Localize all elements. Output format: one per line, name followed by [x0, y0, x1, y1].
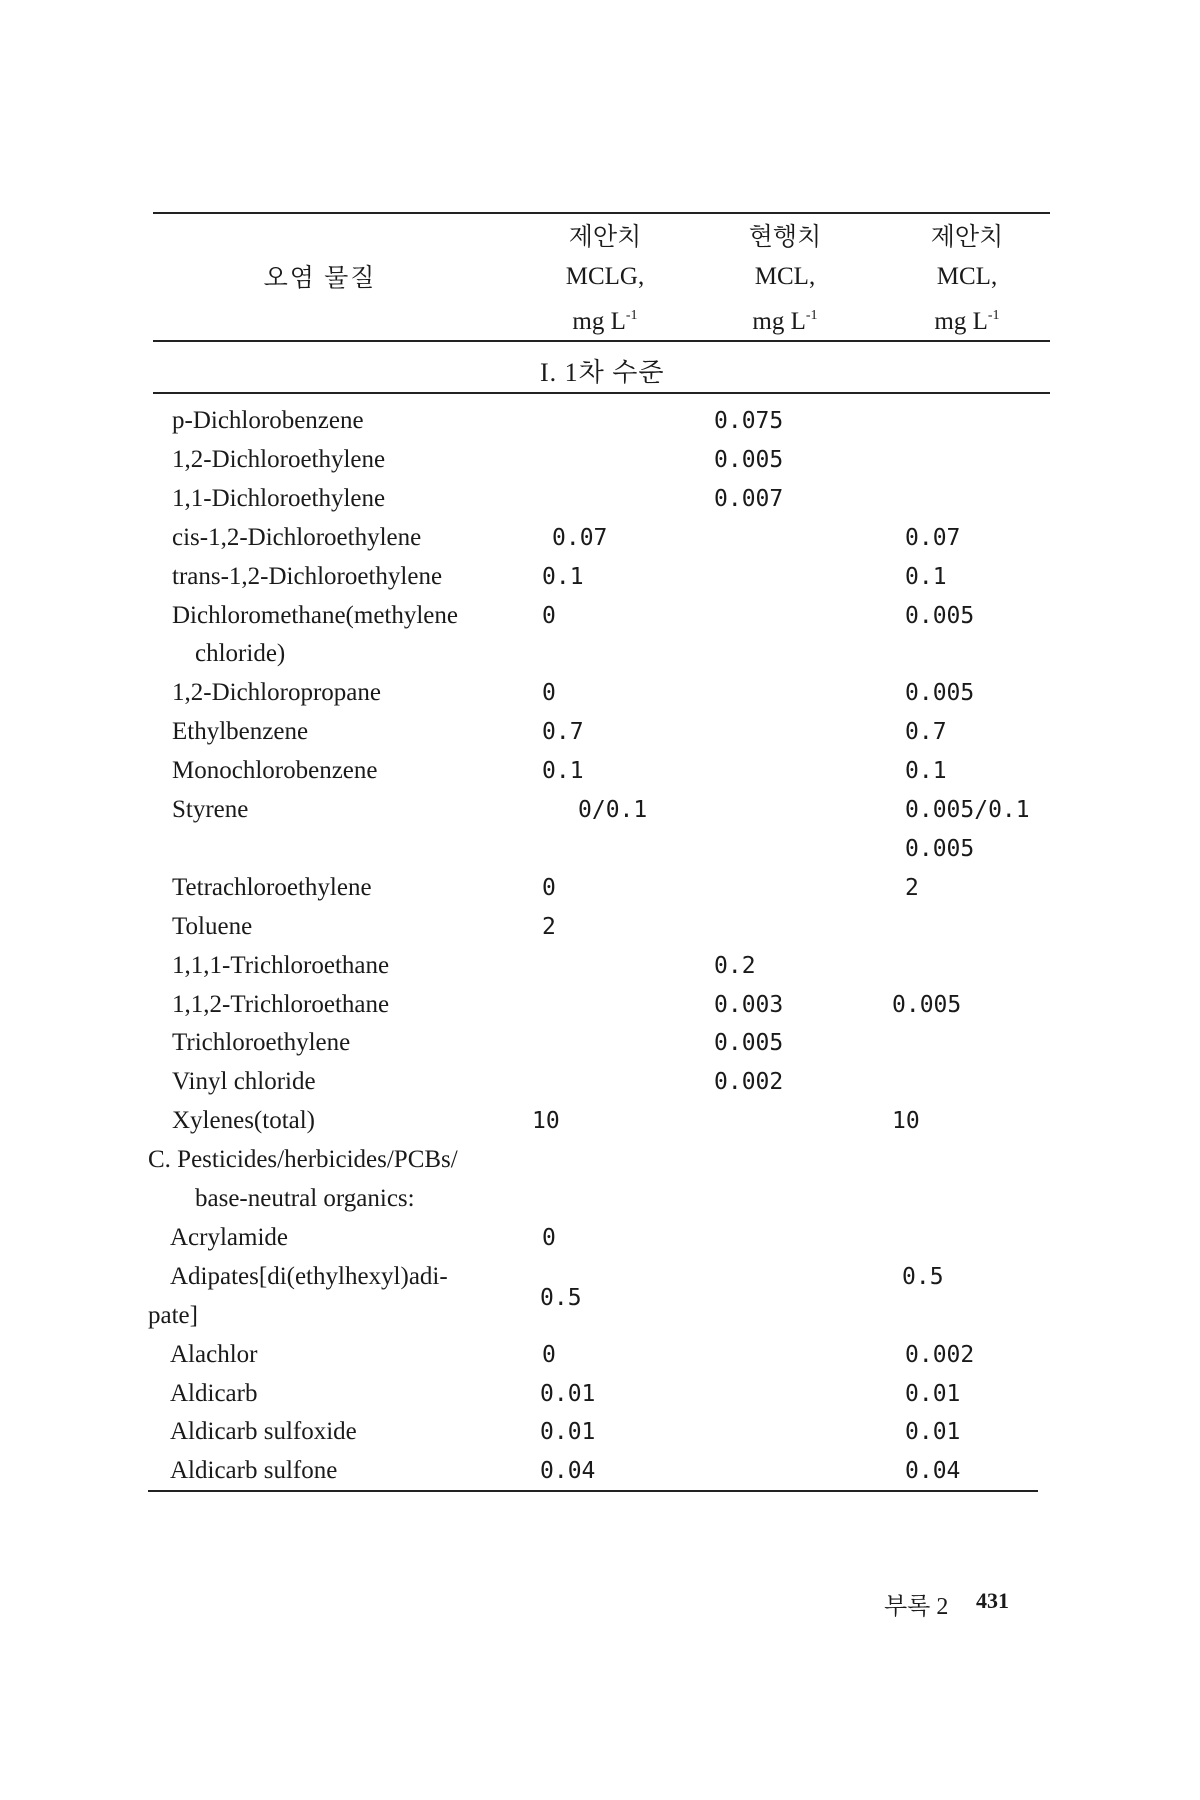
- mclg-proposed-value: 0.01: [540, 1380, 596, 1407]
- contaminant-name: C. Pesticides/herbicides/PCBs/: [148, 1146, 458, 1174]
- mcl-proposed-value: 2: [905, 874, 919, 901]
- mclg-proposed-value: 0: [542, 680, 556, 707]
- contaminant-name: Acrylamide: [170, 1223, 289, 1251]
- mclg-proposed-value: 0.04: [540, 1458, 596, 1485]
- contaminant-name: Toluene: [172, 912, 253, 940]
- column-header-mclg-proposed: [530, 218, 680, 341]
- contaminant-name: Alachlor: [170, 1340, 258, 1368]
- mclg-proposed-value: 2: [542, 913, 556, 940]
- contaminant-name: Monochlorobenzene: [172, 757, 378, 785]
- mclg-proposed-value: 0: [542, 874, 556, 901]
- contaminant-name: 1,1-Dichloroethylene: [172, 484, 386, 512]
- mcl-proposed-value: 0.1: [905, 563, 947, 590]
- column-header-contaminant: 오염 물질: [263, 265, 377, 292]
- mcl-proposed-value: 0.7: [905, 719, 947, 746]
- header-unit: mg $L^{-1}$: [934, 308, 1000, 335]
- header-unit: mg $L^{-1}$: [572, 308, 638, 335]
- mcl-current-value: 0.007: [714, 485, 784, 512]
- contaminant-name: Vinyl chloride: [172, 1068, 316, 1096]
- contaminant-name: p-Dichlorobenzene: [172, 407, 364, 434]
- mcl-current-value: 0.075: [714, 408, 784, 434]
- contaminant-name: 1,1,1-Trichloroethane: [172, 951, 390, 979]
- contaminant-name: Styrene: [172, 796, 249, 823]
- contaminant-name: cis-1,2-Dichloroethylene: [172, 523, 422, 551]
- mclg-proposed-value: 0/0.1: [578, 797, 648, 823]
- page-number: 431: [976, 1588, 1009, 1613]
- column-header-mcl-current: [710, 218, 860, 341]
- mcl-proposed-value: 0.005: [905, 680, 975, 707]
- header-line: MCL,: [936, 263, 998, 290]
- contaminant-name: pate]: [148, 1301, 198, 1329]
- mcl-current-value: 0.2: [714, 952, 756, 979]
- header-line: MCL,: [754, 263, 816, 290]
- mcl-proposed-value: 0.005: [892, 991, 962, 1018]
- contaminant-name: base-neutral organics:: [195, 1185, 415, 1212]
- mclg-proposed-value: 0: [542, 1341, 556, 1368]
- contaminant-name: 1,1,2-Trichloroethane: [172, 990, 390, 1018]
- mclg-proposed-value: 0.01: [540, 1419, 596, 1446]
- mcl-proposed-value: 0.005: [905, 835, 975, 862]
- mcl-proposed-value: 0.005/0.1: [905, 797, 1030, 823]
- header-line: 현행치: [748, 224, 822, 251]
- contaminant-name: Tetrachloroethylene: [172, 873, 372, 901]
- footer-label: 부록 2: [884, 1594, 949, 1620]
- header-line: MCLG,: [565, 263, 645, 290]
- mclg-proposed-value: 10: [532, 1108, 560, 1135]
- contaminant-name: Trichloroethylene: [172, 1029, 351, 1057]
- contaminant-name: 1,2-Dichloropropane: [172, 679, 381, 707]
- header-line: 제안치: [930, 224, 1004, 251]
- mcl-current-value: 0.002: [714, 1069, 784, 1096]
- mcl-current-value: 0.005: [714, 446, 784, 473]
- mcl-proposed-value: 0.5: [902, 1263, 944, 1290]
- mcl-proposed-value: 0.002: [905, 1341, 975, 1368]
- mcl-proposed-value: 10: [892, 1108, 920, 1135]
- contaminant-name: Adipates[di(ethylhexyl)adi-: [170, 1262, 448, 1290]
- header-line: 제안치: [568, 224, 642, 251]
- mclg-proposed-value: 0.5: [540, 1284, 582, 1311]
- mcl-proposed-value: 0.005: [905, 602, 975, 629]
- mclg-proposed-value: 0.7: [542, 719, 584, 746]
- contaminant-name: 1,2-Dichloroethylene: [172, 445, 386, 473]
- mclg-proposed-value: 0: [542, 1224, 556, 1251]
- mcl-proposed-value: 0.01: [905, 1419, 961, 1446]
- contaminant-name: Aldicarb sulfone: [170, 1457, 338, 1485]
- mcl-proposed-value: 0.07: [905, 524, 961, 551]
- contaminant-name: Aldicarb: [170, 1379, 258, 1407]
- mclg-proposed-value: 0.1: [542, 758, 584, 785]
- mcl-proposed-value: 0.1: [905, 758, 947, 785]
- table-top-rule: [153, 212, 1050, 214]
- contaminant-name: trans-1,2-Dichloroethylene: [172, 562, 443, 590]
- contaminant-name: Xylenes(total): [172, 1107, 316, 1135]
- column-header-mcl-proposed: [892, 218, 1042, 341]
- mcl-proposed-value: 0.04: [905, 1458, 961, 1485]
- mcl-current-value: 0.003: [714, 991, 784, 1018]
- mclg-proposed-value: 0.07: [552, 524, 608, 551]
- mcl-proposed-value: 0.01: [905, 1380, 961, 1407]
- contaminant-name: chloride): [195, 640, 286, 668]
- header-unit: mg $L^{-1}$: [752, 308, 818, 335]
- section-title: I. 1차 수준: [540, 358, 665, 387]
- contaminant-name: Dichloromethane(methylene: [172, 601, 458, 629]
- mclg-proposed-value: 0: [542, 602, 556, 629]
- table-bottom-rule: [148, 1490, 1038, 1492]
- mcl-current-value: 0.005: [714, 1030, 784, 1057]
- contaminant-name: Ethylbenzene: [172, 718, 309, 746]
- section-bottom-rule: [153, 392, 1050, 394]
- mclg-proposed-value: 0.1: [542, 563, 584, 590]
- contaminant-name: Aldicarb sulfoxide: [170, 1418, 357, 1446]
